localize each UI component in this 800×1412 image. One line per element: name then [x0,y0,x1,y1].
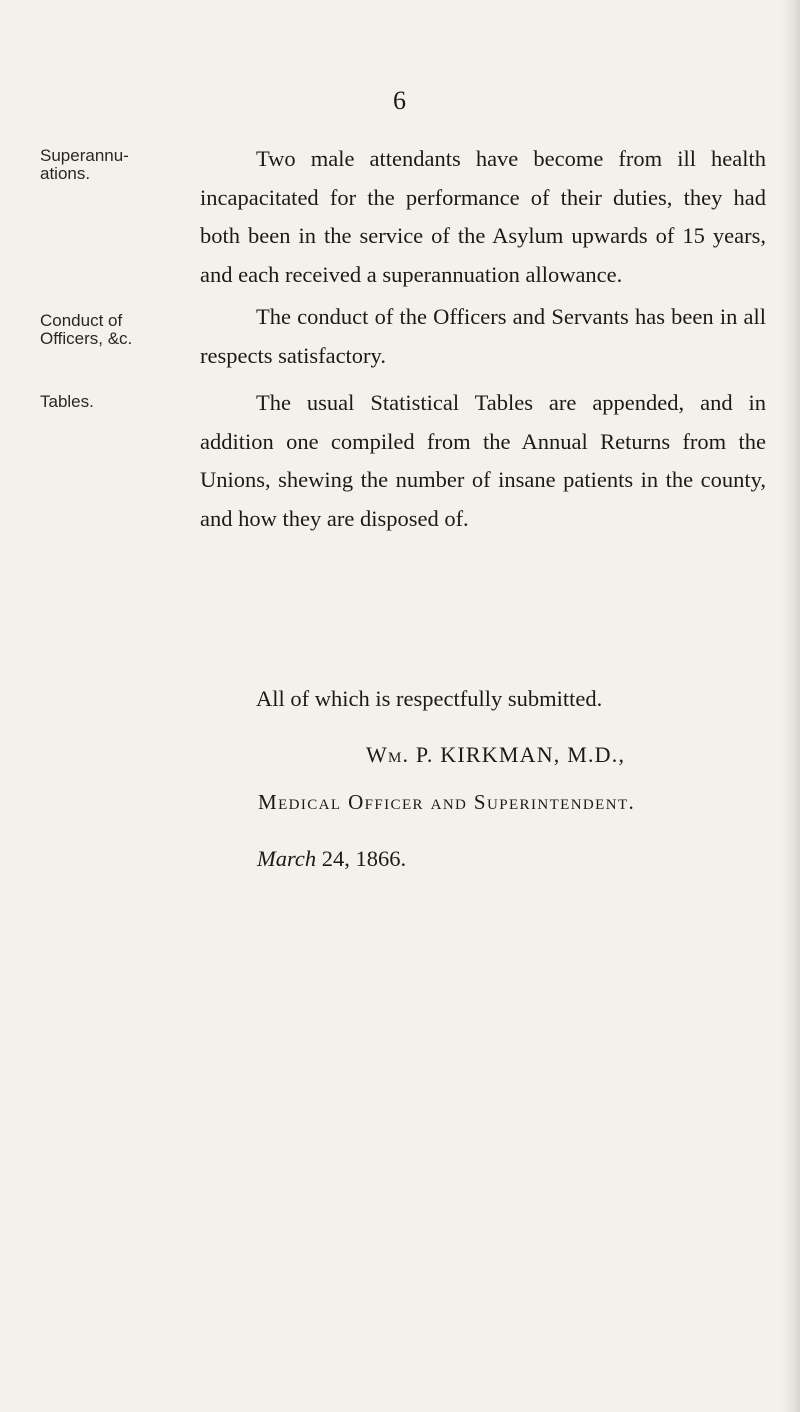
margin-note-conduct: Conduct of Officers, &c. [40,311,133,348]
signature-title: Medical Officer and Superintendent. [258,790,636,814]
paragraph-superannuations: Two male attendants have become from ill health incapacitated for the performance of their duties, they had both been in the service of the Asylum upwards of 15 years, and each received a superannuation allowance. [200,146,766,287]
signature-name: Wm. P. KIRKMAN, M.D., [366,742,626,767]
date-month: March [257,846,317,871]
date-rest: 24, 1866. [316,846,407,871]
date-line [257,846,406,872]
page-edge-shadow [782,0,800,1412]
page-number: 6 [393,86,407,115]
margin-note-tables: Tables. [40,392,94,411]
margin-note-superannuations: Superannu- ations. [40,146,129,183]
closing-statement: All of which is respectfully submitted. [256,686,603,711]
paragraph-conduct: The conduct of the Officers and Servants has been in all respects satisfactory. [200,304,766,368]
paragraph-tables: The usual Statistical Tables are appended, and in addition one compiled from the Annual Returns from the Unions, shewing the number of insane patients in the county, and how they are disposed of. [200,390,766,531]
